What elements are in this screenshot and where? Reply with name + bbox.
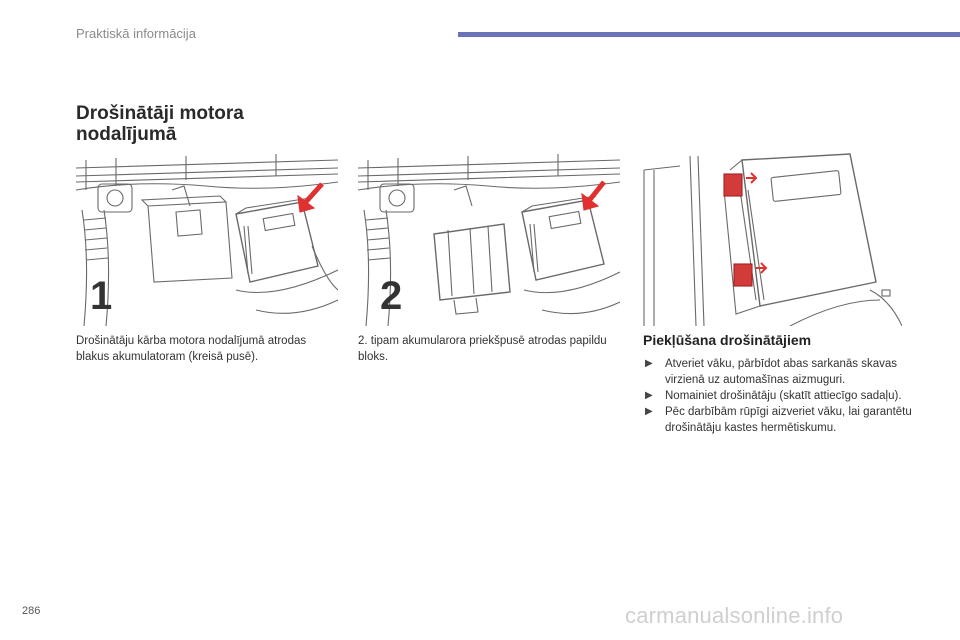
section-title bbox=[76, 103, 336, 145]
section-title-line2: nodalījumā bbox=[76, 124, 177, 145]
list-item bbox=[643, 356, 913, 388]
figure-label-1: 1 bbox=[90, 274, 113, 318]
bullet-arrow-icon: ▶ bbox=[645, 390, 653, 401]
caption-figure-1: Drošinātāju kārba motora nodalījumā atrodas blakus akumulatoram (kreisā pusē). bbox=[76, 335, 307, 363]
header-title: Praktiskā informācija bbox=[76, 26, 196, 41]
header-bar bbox=[458, 32, 960, 37]
figure-label-2: 2 bbox=[380, 274, 403, 318]
caption-figure-2: 2. tipam akumularora priekšpusē atrodas papildu bloks. bbox=[358, 335, 607, 363]
list-item-text: Pēc darbībām rūpīgi aizveriet vāku, lai garantētu drošinātāju kastes hermētiskumu. bbox=[665, 406, 912, 434]
bullet-arrow-icon: ▶ bbox=[645, 406, 653, 417]
list-item-text: Atveriet vāku, pārbīdot abas sarkanās skavas virzienā uz automašīnas aizmuguri. bbox=[665, 358, 898, 386]
section-title-line1: Drošinātāji motora bbox=[76, 103, 244, 124]
access-title: Piekļūšana drošinātājiem bbox=[643, 332, 812, 348]
page-number: 286 bbox=[22, 605, 41, 617]
list-item bbox=[643, 388, 913, 404]
bullet-arrow-icon: ▶ bbox=[645, 358, 653, 369]
access-steps-list bbox=[643, 356, 913, 436]
watermark: carmanualsonline.info bbox=[625, 603, 844, 628]
figure-fusebox-cover bbox=[640, 150, 902, 326]
figure-engine-fusebox-1 bbox=[76, 150, 338, 326]
list-item bbox=[643, 404, 913, 436]
list-item-text: Nomainiet drošinātāju (skatīt attiecīgo sadaļu). bbox=[665, 390, 902, 402]
figure-engine-fusebox-2 bbox=[358, 150, 620, 326]
